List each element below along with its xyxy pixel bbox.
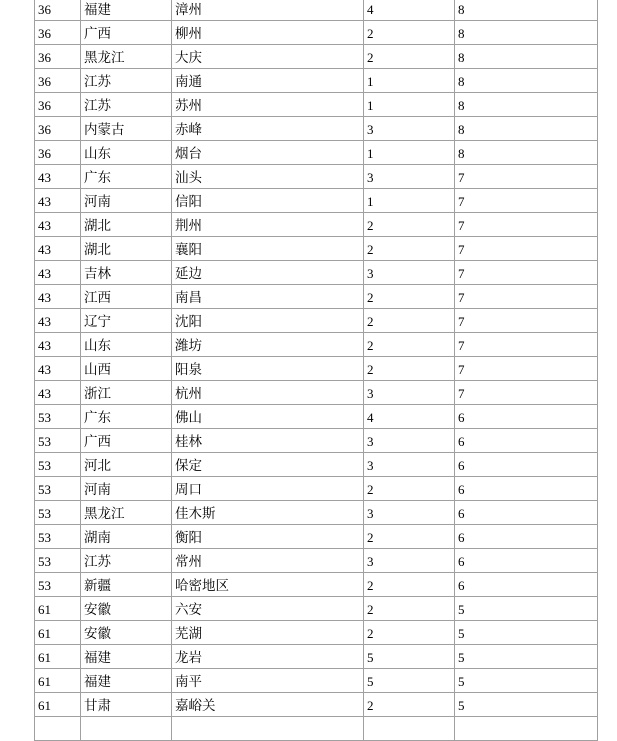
table-row xyxy=(35,45,598,69)
table-row xyxy=(35,93,598,117)
score-cell: 8 xyxy=(455,69,598,93)
rank-cell: 53 xyxy=(35,549,81,573)
rank-cell: 53 xyxy=(35,501,81,525)
city-cell: 龙岩 xyxy=(172,645,364,669)
city-cell: 杭州 xyxy=(172,381,364,405)
province-cell: 广东 xyxy=(81,405,172,429)
rank-cell: 53 xyxy=(35,525,81,549)
rank-cell: 43 xyxy=(35,285,81,309)
score-cell: 6 xyxy=(455,501,598,525)
score-cell xyxy=(455,717,598,741)
count-cell: 3 xyxy=(364,501,455,525)
score-cell: 5 xyxy=(455,597,598,621)
count-cell: 2 xyxy=(364,21,455,45)
score-cell: 7 xyxy=(455,237,598,261)
province-cell: 山东 xyxy=(81,333,172,357)
table-row xyxy=(35,477,598,501)
table-row xyxy=(35,117,598,141)
province-cell: 山西 xyxy=(81,357,172,381)
province-cell: 江苏 xyxy=(81,93,172,117)
rank-cell: 43 xyxy=(35,381,81,405)
province-cell: 湖南 xyxy=(81,525,172,549)
count-cell: 3 xyxy=(364,381,455,405)
city-cell: 延边 xyxy=(172,261,364,285)
score-cell: 7 xyxy=(455,309,598,333)
province-cell: 湖北 xyxy=(81,237,172,261)
table-row xyxy=(35,453,598,477)
city-cell: 周口 xyxy=(172,477,364,501)
rank-cell: 43 xyxy=(35,213,81,237)
table-row xyxy=(35,501,598,525)
count-cell: 2 xyxy=(364,477,455,501)
score-cell: 8 xyxy=(455,0,598,21)
city-cell: 信阳 xyxy=(172,189,364,213)
rank-cell: 36 xyxy=(35,141,81,165)
score-cell: 6 xyxy=(455,477,598,501)
count-cell: 5 xyxy=(364,669,455,693)
rank-cell: 36 xyxy=(35,45,81,69)
count-cell: 3 xyxy=(364,261,455,285)
province-cell: 湖北 xyxy=(81,213,172,237)
score-cell: 7 xyxy=(455,333,598,357)
score-cell: 7 xyxy=(455,357,598,381)
city-cell: 嘉峪关 xyxy=(172,693,364,717)
table-row xyxy=(35,669,598,693)
table-row xyxy=(35,141,598,165)
city-cell: 衡阳 xyxy=(172,525,364,549)
data-table-container xyxy=(34,0,597,741)
count-cell: 3 xyxy=(364,429,455,453)
count-cell: 2 xyxy=(364,333,455,357)
score-cell: 6 xyxy=(455,405,598,429)
table-row xyxy=(35,429,598,453)
count-cell: 2 xyxy=(364,357,455,381)
count-cell: 1 xyxy=(364,69,455,93)
province-cell: 吉林 xyxy=(81,261,172,285)
province-cell: 福建 xyxy=(81,669,172,693)
count-cell: 2 xyxy=(364,309,455,333)
table-row xyxy=(35,381,598,405)
city-cell: 佳木斯 xyxy=(172,501,364,525)
province-cell: 安徽 xyxy=(81,597,172,621)
count-cell: 5 xyxy=(364,645,455,669)
table-row xyxy=(35,189,598,213)
count-cell: 3 xyxy=(364,165,455,189)
table-row xyxy=(35,285,598,309)
province-cell: 黑龙江 xyxy=(81,45,172,69)
score-cell: 7 xyxy=(455,213,598,237)
city-cell: 南昌 xyxy=(172,285,364,309)
table-row xyxy=(35,165,598,189)
count-cell: 1 xyxy=(364,189,455,213)
rank-cell: 43 xyxy=(35,237,81,261)
province-cell: 新疆 xyxy=(81,573,172,597)
province-cell: 安徽 xyxy=(81,621,172,645)
table-row xyxy=(35,333,598,357)
table-row xyxy=(35,21,598,45)
province-cell: 山东 xyxy=(81,141,172,165)
city-cell: 襄阳 xyxy=(172,237,364,261)
rank-cell: 53 xyxy=(35,453,81,477)
count-cell: 3 xyxy=(364,549,455,573)
count-cell: 2 xyxy=(364,621,455,645)
province-cell: 广西 xyxy=(81,429,172,453)
data-table xyxy=(34,0,598,741)
rank-cell: 61 xyxy=(35,597,81,621)
province-cell: 江苏 xyxy=(81,69,172,93)
count-cell: 3 xyxy=(364,453,455,477)
table-row xyxy=(35,645,598,669)
city-cell: 苏州 xyxy=(172,93,364,117)
table-body xyxy=(35,0,598,741)
score-cell: 6 xyxy=(455,429,598,453)
city-cell: 保定 xyxy=(172,453,364,477)
count-cell: 2 xyxy=(364,573,455,597)
rank-cell: 43 xyxy=(35,309,81,333)
score-cell: 8 xyxy=(455,117,598,141)
score-cell: 6 xyxy=(455,549,598,573)
province-cell: 福建 xyxy=(81,0,172,21)
score-cell: 7 xyxy=(455,165,598,189)
province-cell: 黑龙江 xyxy=(81,501,172,525)
count-cell: 4 xyxy=(364,405,455,429)
province-cell: 广西 xyxy=(81,21,172,45)
table-row xyxy=(35,309,598,333)
province-cell: 甘肃 xyxy=(81,693,172,717)
province-cell: 江苏 xyxy=(81,549,172,573)
province-cell: 河南 xyxy=(81,477,172,501)
province-cell xyxy=(81,717,172,741)
score-cell: 5 xyxy=(455,669,598,693)
rank-cell: 61 xyxy=(35,621,81,645)
score-cell: 7 xyxy=(455,189,598,213)
city-cell: 潍坊 xyxy=(172,333,364,357)
score-cell: 6 xyxy=(455,453,598,477)
city-cell: 沈阳 xyxy=(172,309,364,333)
rank-cell: 36 xyxy=(35,117,81,141)
score-cell: 5 xyxy=(455,621,598,645)
score-cell: 6 xyxy=(455,525,598,549)
table-row xyxy=(35,357,598,381)
table-row xyxy=(35,261,598,285)
count-cell: 2 xyxy=(364,213,455,237)
table-row xyxy=(35,597,598,621)
rank-cell: 43 xyxy=(35,261,81,285)
score-cell: 6 xyxy=(455,573,598,597)
table-row xyxy=(35,621,598,645)
province-cell: 河北 xyxy=(81,453,172,477)
count-cell: 2 xyxy=(364,237,455,261)
province-cell: 辽宁 xyxy=(81,309,172,333)
city-cell: 芜湖 xyxy=(172,621,364,645)
rank-cell: 53 xyxy=(35,429,81,453)
rank-cell: 36 xyxy=(35,21,81,45)
city-cell: 大庆 xyxy=(172,45,364,69)
province-cell: 江西 xyxy=(81,285,172,309)
city-cell: 哈密地区 xyxy=(172,573,364,597)
rank-cell: 36 xyxy=(35,69,81,93)
city-cell xyxy=(172,717,364,741)
rank-cell: 53 xyxy=(35,573,81,597)
rank-cell: 36 xyxy=(35,0,81,21)
table-row xyxy=(35,693,598,717)
count-cell: 2 xyxy=(364,597,455,621)
table-row xyxy=(35,717,598,741)
city-cell: 桂林 xyxy=(172,429,364,453)
table-row xyxy=(35,0,598,21)
table-row xyxy=(35,405,598,429)
rank-cell: 53 xyxy=(35,405,81,429)
count-cell: 2 xyxy=(364,285,455,309)
score-cell: 8 xyxy=(455,21,598,45)
province-cell: 广东 xyxy=(81,165,172,189)
score-cell: 7 xyxy=(455,261,598,285)
count-cell: 4 xyxy=(364,0,455,21)
province-cell: 浙江 xyxy=(81,381,172,405)
table-row xyxy=(35,237,598,261)
city-cell: 漳州 xyxy=(172,0,364,21)
score-cell: 8 xyxy=(455,93,598,117)
score-cell: 7 xyxy=(455,285,598,309)
score-cell: 7 xyxy=(455,381,598,405)
city-cell: 佛山 xyxy=(172,405,364,429)
rank-cell: 61 xyxy=(35,693,81,717)
count-cell: 3 xyxy=(364,117,455,141)
table-row xyxy=(35,573,598,597)
province-cell: 福建 xyxy=(81,645,172,669)
rank-cell: 43 xyxy=(35,357,81,381)
count-cell xyxy=(364,717,455,741)
city-cell: 柳州 xyxy=(172,21,364,45)
table-row xyxy=(35,549,598,573)
count-cell: 1 xyxy=(364,141,455,165)
city-cell: 阳泉 xyxy=(172,357,364,381)
rank-cell: 61 xyxy=(35,669,81,693)
score-cell: 5 xyxy=(455,693,598,717)
city-cell: 南平 xyxy=(172,669,364,693)
province-cell: 内蒙古 xyxy=(81,117,172,141)
city-cell: 南通 xyxy=(172,69,364,93)
score-cell: 8 xyxy=(455,45,598,69)
table-row xyxy=(35,525,598,549)
rank-cell: 61 xyxy=(35,645,81,669)
count-cell: 2 xyxy=(364,525,455,549)
city-cell: 常州 xyxy=(172,549,364,573)
score-cell: 8 xyxy=(455,141,598,165)
city-cell: 荆州 xyxy=(172,213,364,237)
rank-cell xyxy=(35,717,81,741)
rank-cell: 43 xyxy=(35,333,81,357)
rank-cell: 43 xyxy=(35,189,81,213)
province-cell: 河南 xyxy=(81,189,172,213)
score-cell: 5 xyxy=(455,645,598,669)
city-cell: 六安 xyxy=(172,597,364,621)
count-cell: 2 xyxy=(364,45,455,69)
city-cell: 赤峰 xyxy=(172,117,364,141)
city-cell: 汕头 xyxy=(172,165,364,189)
rank-cell: 53 xyxy=(35,477,81,501)
city-cell: 烟台 xyxy=(172,141,364,165)
table-row xyxy=(35,213,598,237)
rank-cell: 43 xyxy=(35,165,81,189)
count-cell: 1 xyxy=(364,93,455,117)
table-row xyxy=(35,69,598,93)
rank-cell: 36 xyxy=(35,93,81,117)
count-cell: 2 xyxy=(364,693,455,717)
